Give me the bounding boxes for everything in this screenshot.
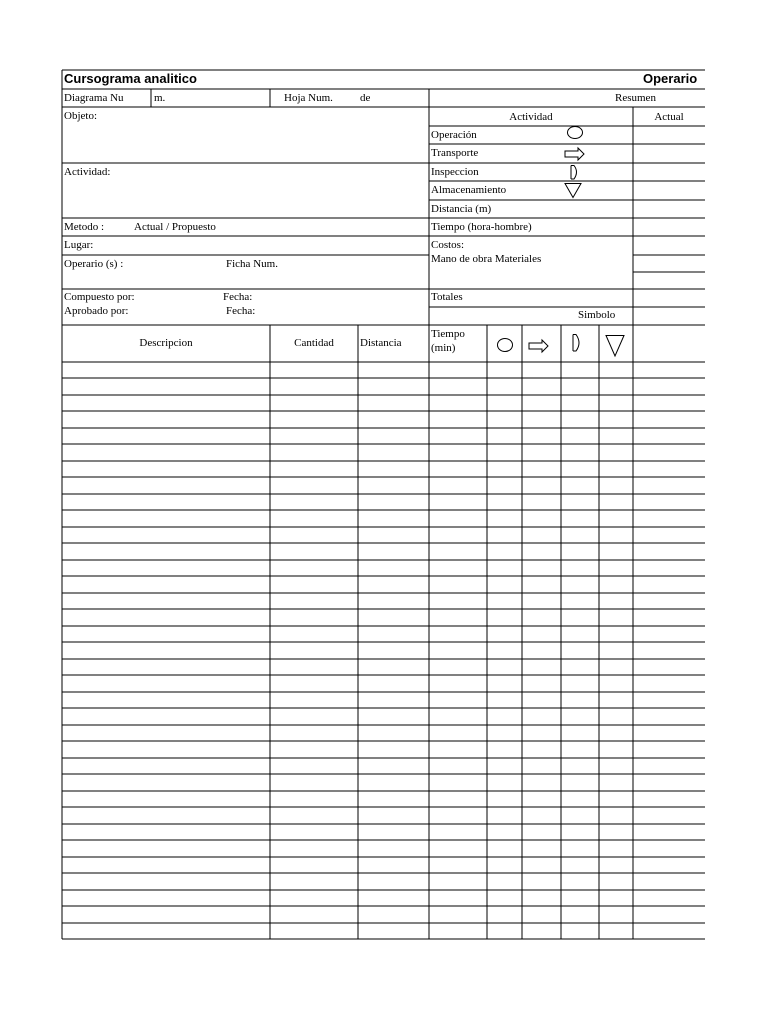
fecha-aprobado-label: Fecha: [226,305,256,317]
diagrama-suffix: m. [154,92,166,104]
metodo-label: Metodo : [64,221,105,233]
simbolo-label: Simbolo [578,309,616,321]
objeto-label: Objeto: [64,110,97,122]
diagrama-label: Diagrama Nu [64,92,124,104]
fecha-compuesto-label: Fecha: [223,291,253,303]
inspeccion-label: Inspeccion [431,166,479,178]
tiempo-label: Tiempo (hora-hombre) [431,221,532,233]
circle-operation-icon [566,125,584,141]
transporte-label: Transporte [431,147,479,159]
actividad-header: Actividad [509,111,553,123]
actividad-label: Actividad: [64,166,111,178]
col-distancia: Distancia [360,337,402,349]
col-transport-arrow-icon [528,339,550,353]
col-tiempo-line1: Tiempo [431,328,465,340]
col-descripcion: Descripcion [139,337,193,349]
costos-label: Costos: [431,239,465,251]
compuesto-label: Compuesto por: [64,291,135,303]
arrow-transport-icon [564,147,586,161]
hoja-label: Hoja Num. [284,92,333,104]
col-operation-circle-icon [496,337,514,353]
col-cantidad: Cantidad [294,337,334,349]
metodo-value: Actual / Propuesto [134,221,216,233]
hoja-de: de [360,92,371,104]
d-inspection-icon [568,164,582,181]
lugar-label: Lugar: [64,239,94,251]
triangle-storage-icon [564,182,582,199]
operacion-label: Operación [431,129,477,141]
ficha-label: Ficha Num. [226,258,278,270]
totales-label: Totales [431,291,463,303]
distancia-label: Distancia (m) [431,203,492,215]
mano-obra-label: Mano de obra Materiales [431,253,542,265]
col-tiempo-line2: (min) [431,342,456,354]
operario-title: Operario [643,71,698,86]
actual-header: Actual [654,111,684,123]
col-inspection-d-icon [570,333,584,353]
operario-label: Operario (s) : [64,258,124,270]
form-title: Cursograma analitico [64,71,197,86]
aprobado-label: Aprobado por: [64,305,129,317]
resumen-title: Resumen [615,92,656,104]
almacenamiento-label: Almacenamiento [431,184,507,196]
col-storage-triangle-icon [605,334,625,358]
